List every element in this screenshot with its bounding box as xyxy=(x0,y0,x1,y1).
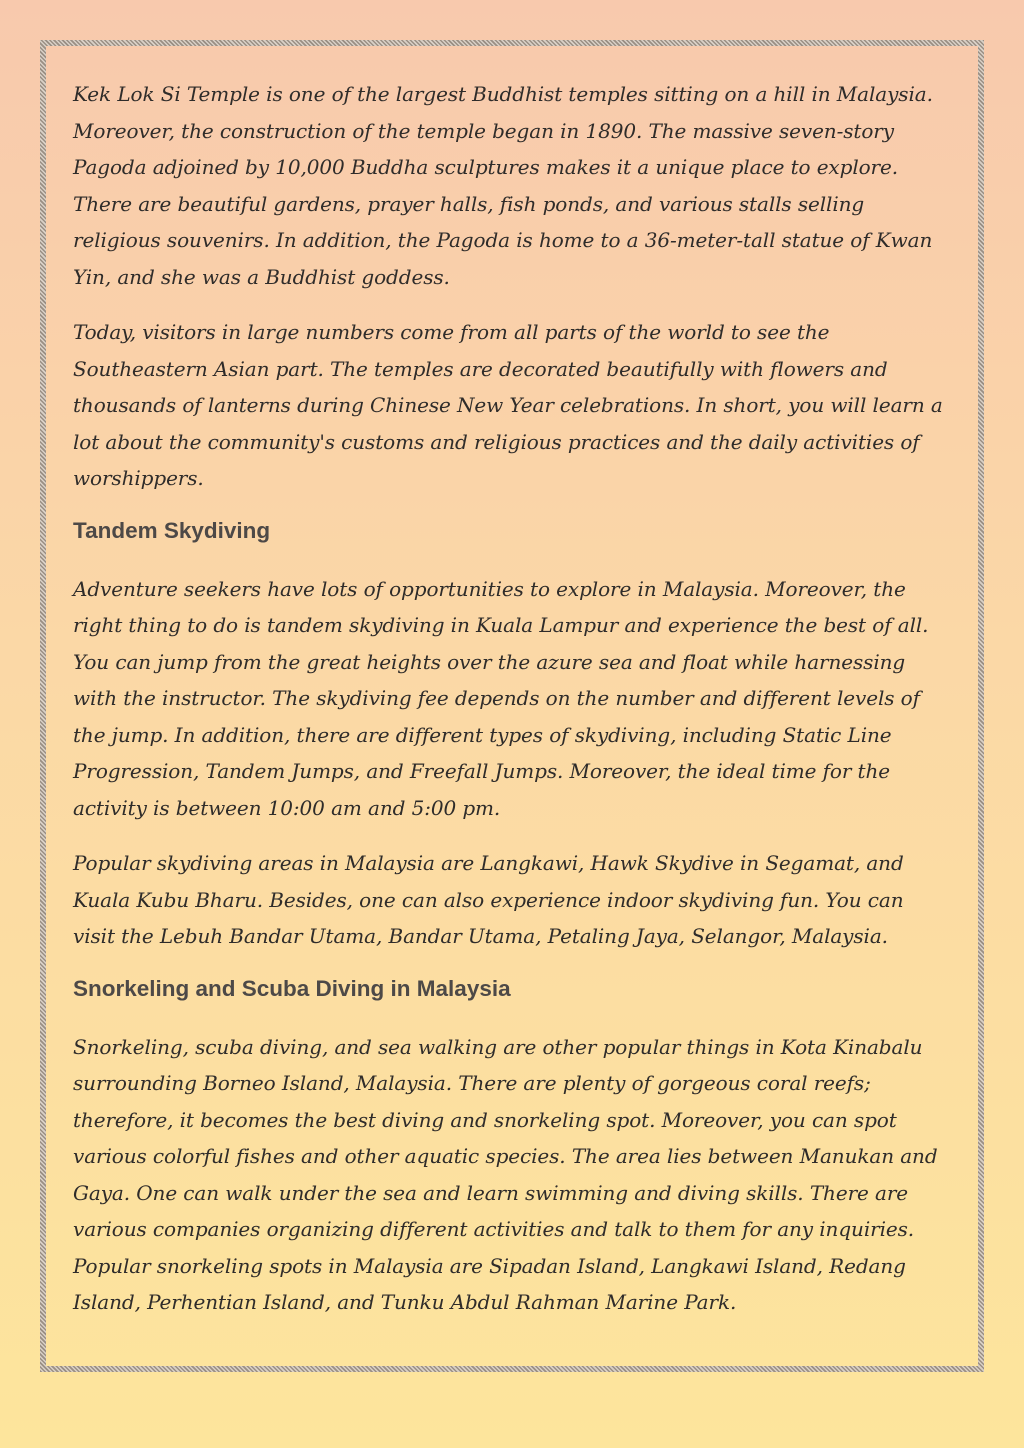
paragraph-kek-lok-si-visitors: Today, visitors in large numbers come from all parts of the world to see the Southeastern Asian part. The temples are decorated beautifully with flowers and thousands of lanterns during Chinese New Year celebrations. In short, you will learn a lot about the community's customs and religious practices and the daily activities of worshippers. xyxy=(73,320,943,490)
paragraph-kek-lok-si-intro: Kek Lok Si Temple is one of the largest Buddhist temples sitting on a hill in Malaysia. Moreover, the construction of the temple began in 1890. The massive seven-story Pagoda adjoined by 10,000 Buddha sculptures makes it a unique place to explore. There are beautiful gardens, prayer halls, fish ponds, and various stalls selling religious souvenirs. In addition, the Pagoda is home to a 36-meter-tall statue of Kwan Yin, and she was a Buddhist goddess. xyxy=(73,82,933,289)
paragraph-skydiving-intro: Adventure seekers have lots of opportunities to explore in Malaysia. Moreover, the right thing to do is tandem skydiving in Kuala Lampur and experience the best of all. You can jump from the great heights over the azure sea and float while harnessing with the instructor. The skydiving fee depends on the number and different levels of the jump. In addition, there are different types of skydiving, including Static Line Progression, Tandem Jumps, and Freefall Jumps. Moreover, the ideal time for the activity is between 10:00 am and 5:00 pm. xyxy=(73,576,929,820)
paragraph-snorkeling: Snorkeling, scuba diving, and sea walking are other popular things in Kota Kinabalu surrounding Borneo Island, Malaysia. There are plenty of gorgeous coral reefs; therefore, it becomes the best diving and snorkeling spot. Moreover, you can spot various colorful fishes and other aquatic species. The area lies between Manukan and Gaya. One can walk under the sea and learn swimming and diving skills. There are various companies organizing different activities and talk to them for any inquiries. Popular snorkeling spots in Malaysia are Sipadan Island, Langkawi Island, Redang Island, Perhentian Island, and Tunku Abdul Rahman Marine Park. xyxy=(73,1034,938,1314)
document-frame xyxy=(40,40,984,1372)
heading-tandem-skydiving: Tandem Skydiving xyxy=(73,517,271,543)
paragraph-skydiving-areas: Popular skydiving areas in Malaysia are Langkawi, Hawk Skydive in Segamat, and Kuala Kubu Bharu. Besides, one can also experience indoor skydiving fun. You can visit the Lebuh Bandar Utama, Bandar Utama, Petaling Jaya, Selangor, Malaysia. xyxy=(73,851,904,948)
heading-snorkeling-scuba: Snorkeling and Scuba Diving in Malaysia xyxy=(73,975,511,1001)
